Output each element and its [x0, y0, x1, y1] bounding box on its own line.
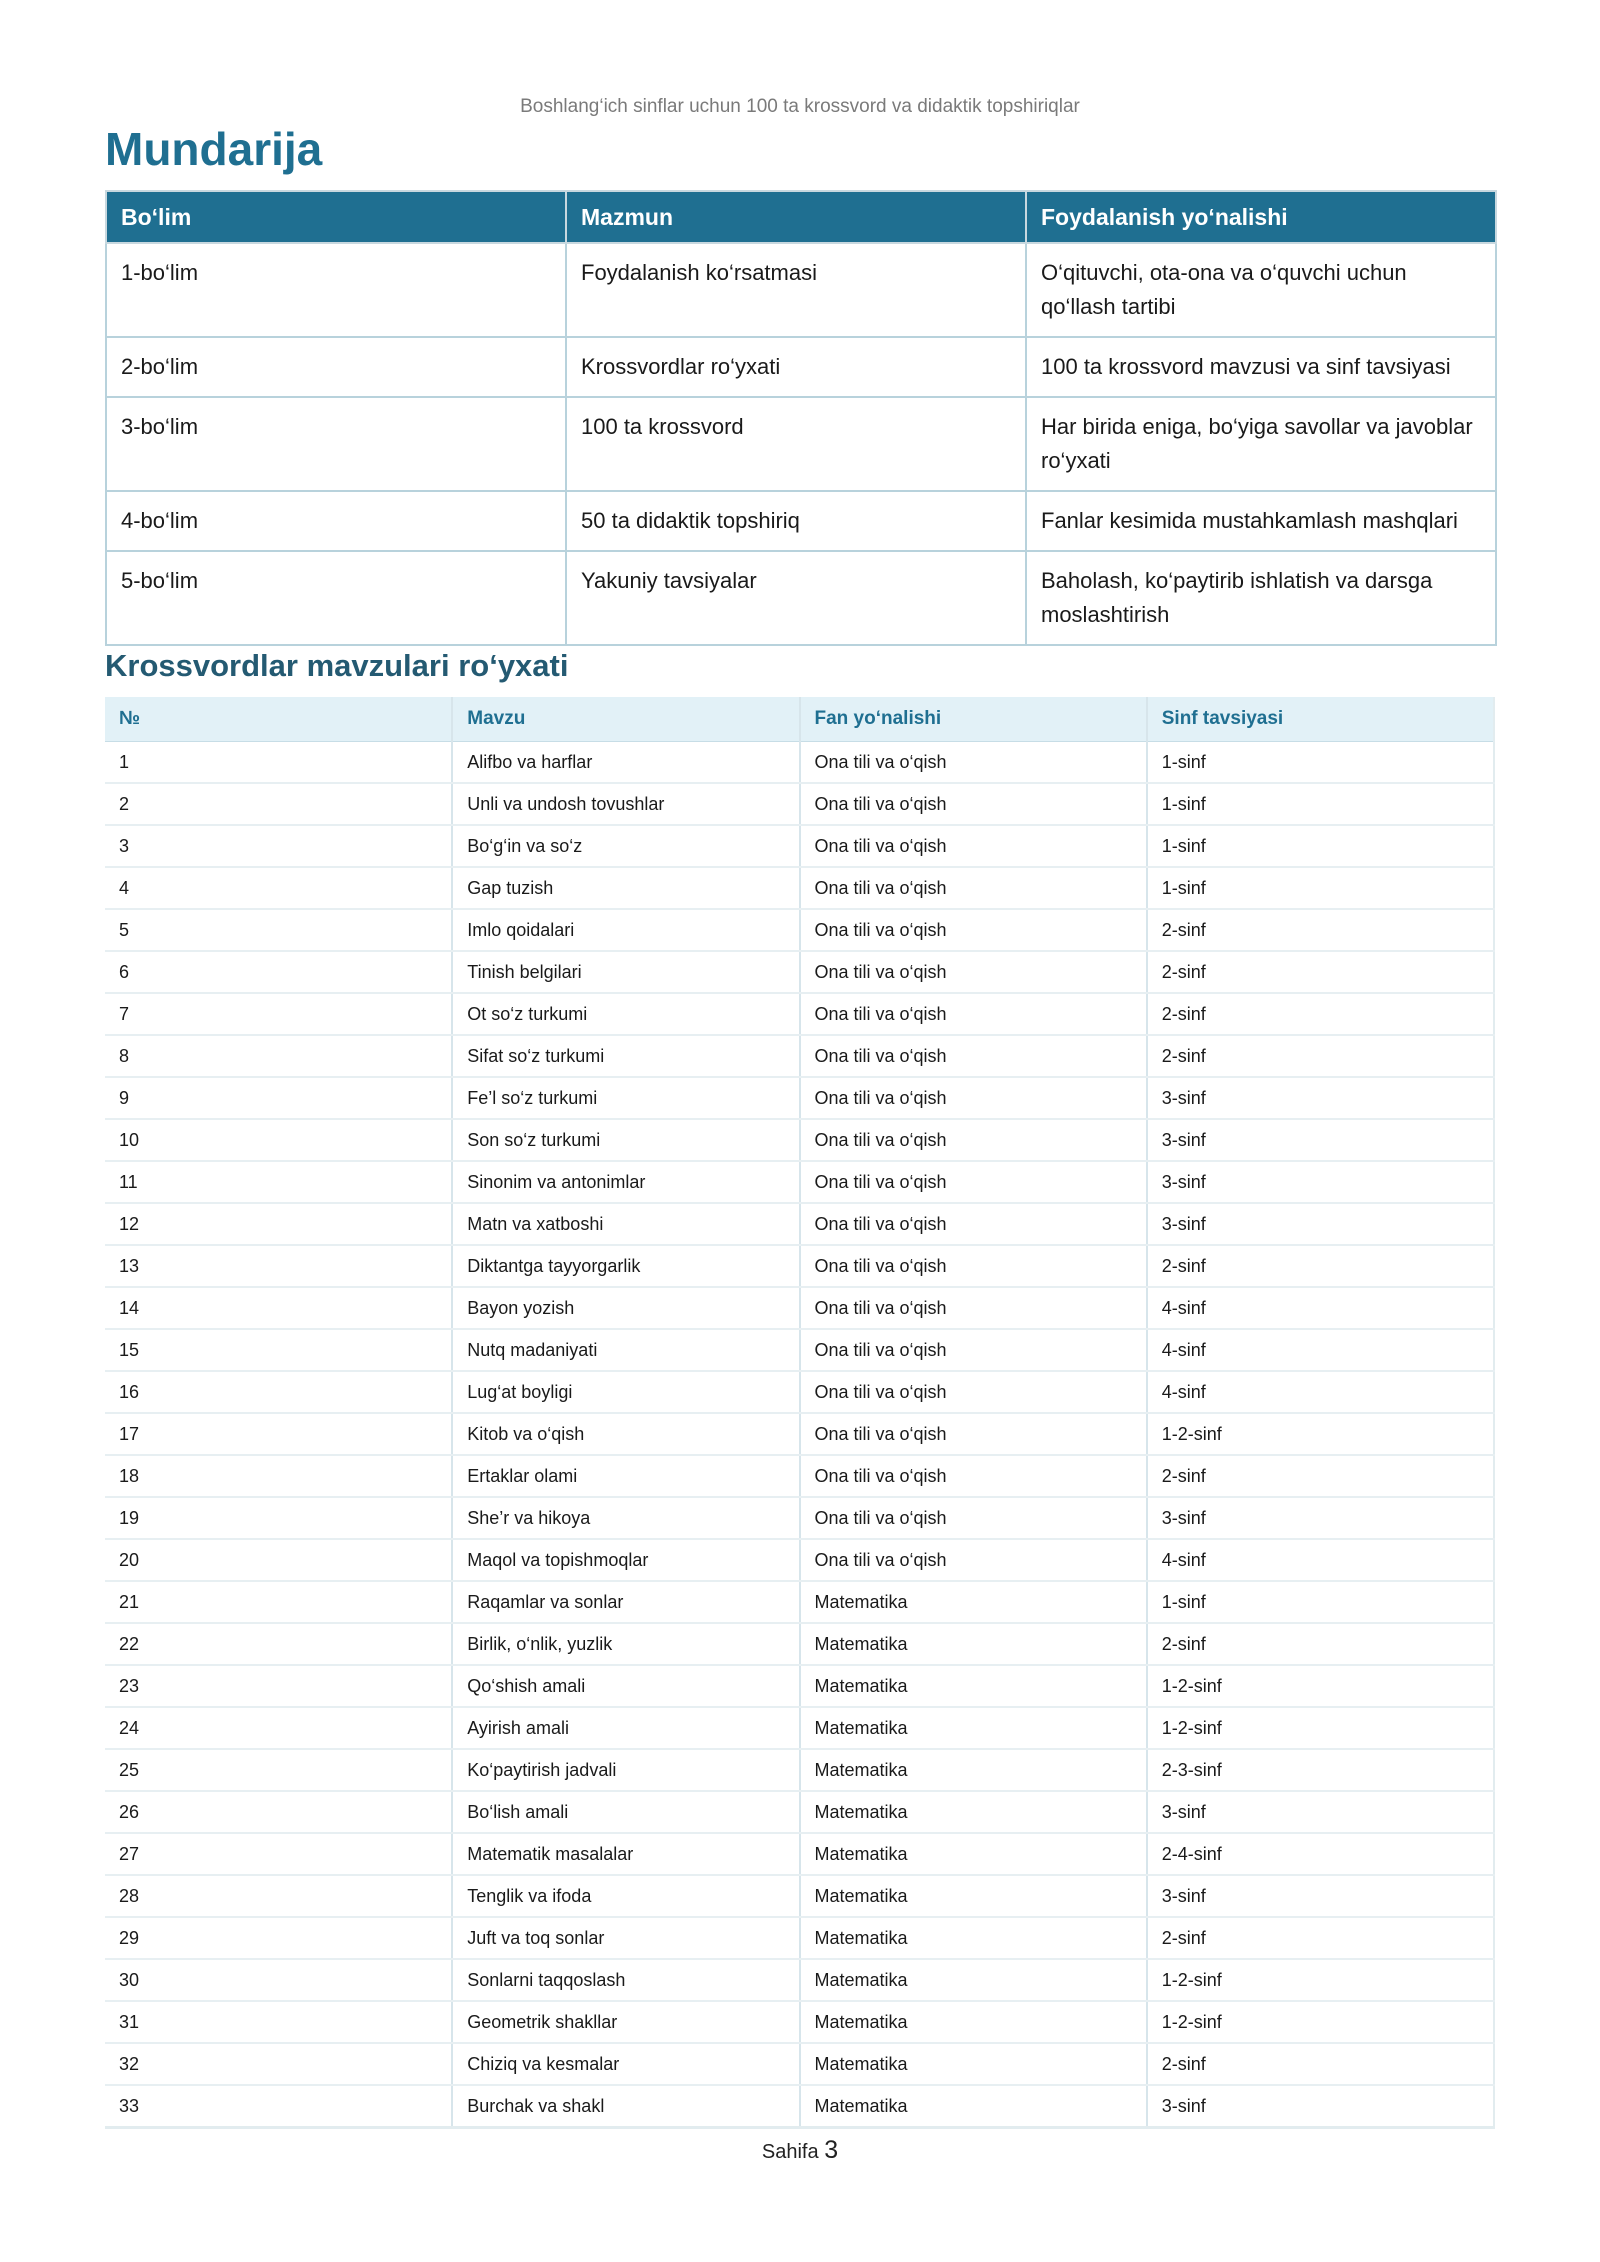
topics-cell: Ona tili va o‘qish [800, 1203, 1147, 1245]
crossword-topics-table [105, 697, 1495, 2129]
topics-cell: Matematika [800, 1665, 1147, 1707]
contents-header-row [106, 191, 1496, 243]
topics-cell: 2-sinf [1147, 909, 1494, 951]
topics-cell: 2-sinf [1147, 2043, 1494, 2085]
topics-cell: 1-sinf [1147, 825, 1494, 867]
table-row [105, 1623, 1494, 1665]
topics-cell: Juft va toq sonlar [452, 1917, 799, 1959]
page-label: Sahifa [761, 2141, 819, 2163]
table-row [105, 742, 1494, 784]
table-row [105, 1035, 1494, 1077]
topics-cell: 13 [105, 1245, 452, 1287]
contents-table [105, 190, 1497, 646]
table-row [105, 1371, 1494, 1413]
table-row [105, 825, 1494, 867]
topics-cell: Matematika [800, 1581, 1147, 1623]
table-row [106, 397, 1496, 491]
topics-cell: 20 [105, 1539, 452, 1581]
topics-cell: 12 [105, 1203, 452, 1245]
topics-cell: Ona tili va o‘qish [800, 1329, 1147, 1371]
topics-cell: Ona tili va o‘qish [800, 742, 1147, 784]
table-row [106, 337, 1496, 397]
topics-cell: 4-sinf [1147, 1539, 1494, 1581]
topics-cell: 14 [105, 1287, 452, 1329]
topics-cell: Matematika [800, 1959, 1147, 2001]
topics-cell: Ona tili va o‘qish [800, 1287, 1147, 1329]
topics-header-cell: Mavzu [452, 697, 799, 742]
topics-cell: Fe’l so‘z turkumi [452, 1077, 799, 1119]
topics-cell: 3-sinf [1147, 1791, 1494, 1833]
page-number: 3 [824, 2136, 839, 2164]
topics-cell: 2-sinf [1147, 1455, 1494, 1497]
topics-header-cell: Sinf tavsiyasi [1147, 697, 1494, 742]
topics-cell: 2-4-sinf [1147, 1833, 1494, 1875]
contents-header-cell: Bo‘lim [106, 191, 566, 243]
topics-cell: 27 [105, 1833, 452, 1875]
table-row [105, 1455, 1494, 1497]
contents-header-cell: Foydalanish yo‘nalishi [1026, 191, 1496, 243]
topics-cell: 3-sinf [1147, 1497, 1494, 1539]
contents-header-cell: Mazmun [566, 191, 1026, 243]
topics-cell: Gap tuzish [452, 867, 799, 909]
topics-cell: Matematika [800, 1623, 1147, 1665]
topics-cell: She’r va hikoya [452, 1497, 799, 1539]
table-row [105, 1497, 1494, 1539]
table-row [105, 1203, 1494, 1245]
topics-cell: Ayirish amali [452, 1707, 799, 1749]
topics-cell: Matematika [800, 1707, 1147, 1749]
topics-cell: 3-sinf [1147, 1077, 1494, 1119]
topics-cell: Bo‘g‘in va so‘z [452, 825, 799, 867]
table-row [105, 783, 1494, 825]
topics-cell: 2 [105, 783, 452, 825]
table-row [105, 1833, 1494, 1875]
contents-cell: Krossvordlar ro‘yxati [566, 337, 1026, 397]
topics-cell: 7 [105, 993, 452, 1035]
contents-cell: Foydalanish ko‘rsatmasi [566, 243, 1026, 337]
topics-cell: Chiziq va kesmalar [452, 2043, 799, 2085]
topics-cell: Ona tili va o‘qish [800, 951, 1147, 993]
topics-cell: Ona tili va o‘qish [800, 1371, 1147, 1413]
topics-cell: Sonlarni taqqoslash [452, 1959, 799, 2001]
topics-cell: Ko‘paytirish jadvali [452, 1749, 799, 1791]
topics-cell: Ona tili va o‘qish [800, 1035, 1147, 1077]
topics-cell: Diktantga tayyorgarlik [452, 1245, 799, 1287]
topics-cell: Matematika [800, 2043, 1147, 2085]
topics-cell: 1-2-sinf [1147, 2001, 1494, 2043]
contents-cell: 3-bo‘lim [106, 397, 566, 491]
topics-cell: Raqamlar va sonlar [452, 1581, 799, 1623]
topics-cell: Ona tili va o‘qish [800, 1119, 1147, 1161]
table-row [106, 243, 1496, 337]
topics-cell: 16 [105, 1371, 452, 1413]
contents-cell: 50 ta didaktik topshiriq [566, 491, 1026, 551]
table-row [105, 1917, 1494, 1959]
topics-cell: 3-sinf [1147, 1161, 1494, 1203]
topics-cell: Ona tili va o‘qish [800, 1077, 1147, 1119]
topics-cell: Matematika [800, 1875, 1147, 1917]
topics-cell: Geometrik shakllar [452, 2001, 799, 2043]
topics-cell: 30 [105, 1959, 452, 2001]
topics-cell: Imlo qoidalari [452, 909, 799, 951]
topics-cell: Nutq madaniyati [452, 1329, 799, 1371]
topics-cell: 3-sinf [1147, 2085, 1494, 2128]
contents-cell: 1-bo‘lim [106, 243, 566, 337]
topics-cell: 1-2-sinf [1147, 1707, 1494, 1749]
topics-cell: 1-2-sinf [1147, 1665, 1494, 1707]
page-title: Mundarija [105, 123, 323, 175]
topics-cell: 1-sinf [1147, 783, 1494, 825]
table-row [105, 1119, 1494, 1161]
topics-cell: 2-sinf [1147, 1917, 1494, 1959]
topics-cell: Ona tili va o‘qish [800, 825, 1147, 867]
topics-cell: 5 [105, 909, 452, 951]
topics-cell: Ertaklar olami [452, 1455, 799, 1497]
topics-cell: 22 [105, 1623, 452, 1665]
topics-cell: 2-sinf [1147, 1035, 1494, 1077]
topics-cell: Ona tili va o‘qish [800, 909, 1147, 951]
topics-cell: 6 [105, 951, 452, 993]
topics-cell: 24 [105, 1707, 452, 1749]
topics-header-cell: Fan yo‘nalishi [800, 697, 1147, 742]
topics-cell: 1-sinf [1147, 1581, 1494, 1623]
table-row [105, 1539, 1494, 1581]
table-row [105, 1581, 1494, 1623]
topics-cell: 3-sinf [1147, 1875, 1494, 1917]
topics-cell: Matematik masalalar [452, 1833, 799, 1875]
topics-cell: Bo‘lish amali [452, 1791, 799, 1833]
topics-header-cell: № [105, 697, 452, 742]
table-row [105, 1245, 1494, 1287]
topics-cell: 2-sinf [1147, 993, 1494, 1035]
contents-cell: 100 ta krossvord mavzusi va sinf tavsiyasi [1026, 337, 1496, 397]
table-row [105, 1161, 1494, 1203]
topics-cell: Ona tili va o‘qish [800, 1413, 1147, 1455]
table-row [105, 1791, 1494, 1833]
topics-cell: Matematika [800, 2085, 1147, 2128]
contents-cell: Yakuniy tavsiyalar [566, 551, 1026, 645]
topics-cell: 1-2-sinf [1147, 1413, 1494, 1455]
table-row [106, 551, 1496, 645]
contents-cell: Har birida eniga, bo‘yiga savollar va javoblar ro‘yxati [1026, 397, 1496, 491]
topics-cell: 2-sinf [1147, 951, 1494, 993]
topics-cell: Son so‘z turkumi [452, 1119, 799, 1161]
topics-cell: Sinonim va antonimlar [452, 1161, 799, 1203]
page-footer [0, 2136, 1600, 2165]
topics-cell: 1-2-sinf [1147, 1959, 1494, 2001]
topics-cell: 4 [105, 867, 452, 909]
contents-cell: 5-bo‘lim [106, 551, 566, 645]
table-row [105, 1665, 1494, 1707]
table-row [105, 1329, 1494, 1371]
topics-cell: 10 [105, 1119, 452, 1161]
topics-cell: Matematika [800, 1833, 1147, 1875]
topics-cell: 25 [105, 1749, 452, 1791]
table-row [105, 1413, 1494, 1455]
section-title: Krossvordlar mavzulari ro‘yxati [105, 648, 569, 683]
topics-cell: Qo‘shish amali [452, 1665, 799, 1707]
topics-cell: 8 [105, 1035, 452, 1077]
table-row [105, 909, 1494, 951]
topics-cell: 4-sinf [1147, 1287, 1494, 1329]
topics-header-row [105, 697, 1494, 742]
topics-cell: Alifbo va harflar [452, 742, 799, 784]
topics-cell: 15 [105, 1329, 452, 1371]
topics-cell: 1-sinf [1147, 742, 1494, 784]
topics-cell: Ona tili va o‘qish [800, 1455, 1147, 1497]
table-row [105, 1959, 1494, 2001]
topics-cell: 1 [105, 742, 452, 784]
topics-cell: 21 [105, 1581, 452, 1623]
topics-cell: Ona tili va o‘qish [800, 867, 1147, 909]
topics-cell: Lug‘at boyligi [452, 1371, 799, 1413]
table-row [105, 2001, 1494, 2043]
topics-cell: Matn va xatboshi [452, 1203, 799, 1245]
topics-cell: 9 [105, 1077, 452, 1119]
topics-cell: 18 [105, 1455, 452, 1497]
topics-cell: 3-sinf [1147, 1203, 1494, 1245]
topics-cell: 29 [105, 1917, 452, 1959]
topics-cell: Ona tili va o‘qish [800, 1497, 1147, 1539]
topics-cell: 17 [105, 1413, 452, 1455]
topics-cell: 26 [105, 1791, 452, 1833]
table-row [105, 2043, 1494, 2085]
topics-cell: Bayon yozish [452, 1287, 799, 1329]
contents-cell: O‘qituvchi, ota-ona va o‘quvchi uchun qo‘llash tartibi [1026, 243, 1496, 337]
topics-cell: Unli va undosh tovushlar [452, 783, 799, 825]
topics-cell: 4-sinf [1147, 1329, 1494, 1371]
topics-cell: Sifat so‘z turkumi [452, 1035, 799, 1077]
topics-cell: 28 [105, 1875, 452, 1917]
contents-cell: 100 ta krossvord [566, 397, 1026, 491]
running-header: Boshlang‘ich sinflar uchun 100 ta krossvord va didaktik topshiriqlar [520, 96, 1080, 117]
table-row [105, 951, 1494, 993]
table-row [105, 1875, 1494, 1917]
topics-cell: Matematika [800, 1791, 1147, 1833]
topics-cell: 4-sinf [1147, 1371, 1494, 1413]
topics-cell: 23 [105, 1665, 452, 1707]
topics-cell: Ona tili va o‘qish [800, 993, 1147, 1035]
topics-cell: 1-sinf [1147, 867, 1494, 909]
topics-cell: Ona tili va o‘qish [800, 1245, 1147, 1287]
topics-cell: 33 [105, 2085, 452, 2128]
topics-cell: Tenglik va ifoda [452, 1875, 799, 1917]
topics-cell: 3 [105, 825, 452, 867]
topics-cell: Matematika [800, 1917, 1147, 1959]
topics-cell: 32 [105, 2043, 452, 2085]
topics-cell: Tinish belgilari [452, 951, 799, 993]
topics-cell: 11 [105, 1161, 452, 1203]
contents-cell: Fanlar kesimida mustahkamlash mashqlari [1026, 491, 1496, 551]
table-row [105, 1077, 1494, 1119]
topics-cell: Maqol va topishmoqlar [452, 1539, 799, 1581]
contents-cell: 2-bo‘lim [106, 337, 566, 397]
contents-cell: Baholash, ko‘paytirib ishlatish va darsga moslashtirish [1026, 551, 1496, 645]
table-row [105, 2085, 1494, 2128]
table-row [106, 491, 1496, 551]
topics-cell: Burchak va shakl [452, 2085, 799, 2128]
topics-cell: 19 [105, 1497, 452, 1539]
topics-cell: Ona tili va o‘qish [800, 1161, 1147, 1203]
table-row [105, 1707, 1494, 1749]
topics-cell: 2-3-sinf [1147, 1749, 1494, 1791]
topics-cell: Matematika [800, 2001, 1147, 2043]
topics-cell: Ona tili va o‘qish [800, 783, 1147, 825]
topics-cell: Kitob va o‘qish [452, 1413, 799, 1455]
table-row [105, 867, 1494, 909]
topics-cell: 3-sinf [1147, 1119, 1494, 1161]
topics-cell: Matematika [800, 1749, 1147, 1791]
table-row [105, 1749, 1494, 1791]
topics-cell: Ona tili va o‘qish [800, 1539, 1147, 1581]
topics-cell: Birlik, o‘nlik, yuzlik [452, 1623, 799, 1665]
table-row [105, 993, 1494, 1035]
contents-cell: 4-bo‘lim [106, 491, 566, 551]
table-row [105, 1287, 1494, 1329]
topics-cell: 2-sinf [1147, 1623, 1494, 1665]
topics-cell: 2-sinf [1147, 1245, 1494, 1287]
topics-cell: 31 [105, 2001, 452, 2043]
topics-cell: Ot so‘z turkumi [452, 993, 799, 1035]
